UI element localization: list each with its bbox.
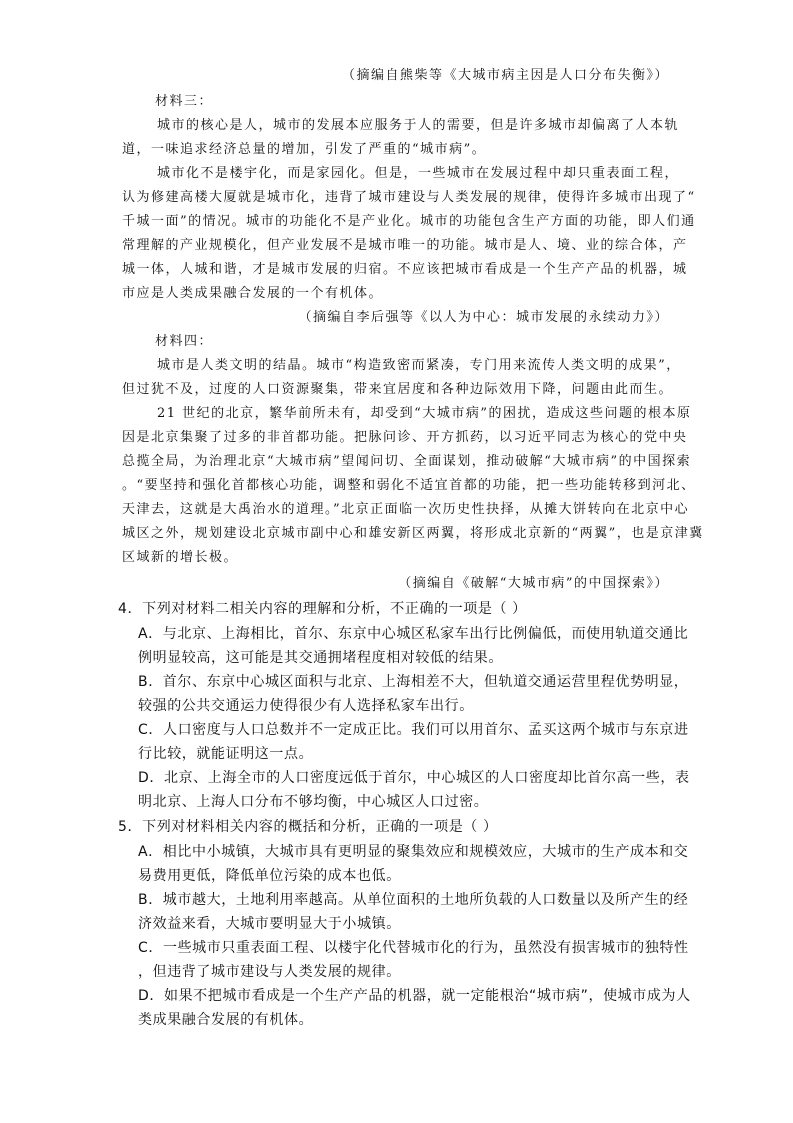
- material-4-text: 总揽全局，为治理北京“大城市病”望闻问切、全面谋划，推动破解“大城市病”的中国探索: [122, 454, 692, 469]
- question-4-stem: 4．下列对材料二相关内容的理解和分析，不正确的一项是（ ）: [118, 601, 527, 617]
- question-5-option-c: C．一些城市只重表面工程、以楼宇化代替城市化的行为，虽然没有损害城市的独特性: [138, 940, 689, 956]
- question-4-option-b: B．首尔、东京中心城区面积与北京、上海相差不大，但轨道交通运营里程优势明显，: [138, 674, 689, 690]
- material-4-text: 21 世纪的北京，繁华前所未有，却受到“大城市病”的困扰，造成这些问题的根本原: [157, 406, 692, 421]
- question-4-option-d: D．北京、上海全市的人口密度远低于首尔，中心城区的人口密度却比首尔高一些，表: [138, 770, 690, 786]
- material-4-text: 城区之外，规划建设北京城市副中心和雄安新区两翼，将形成北京新的“两翼”，也是京津冀: [122, 526, 704, 541]
- material-3-heading: 材料三：: [155, 94, 214, 109]
- material-3-text: 城市的核心是人，城市的发展本应服务于人的需要，但是许多城市却偏离了人本轨: [157, 118, 680, 133]
- material-3-text: 认为修建高楼大厦就是城市化，违背了城市建设与人类发展的规律，使得许多城市出现了“: [122, 190, 696, 205]
- question-4-option-b: 较强的公共交通运力使得很少有人选择私家车出行。: [138, 698, 474, 714]
- material-3-text: 千城一面”的情况。城市的功能化不是产业化。城市的功能包含生产方面的功能，即人们通: [122, 214, 696, 229]
- question-4-option-a: 例明显较高，这可能是其交通拥堵程度相对较低的结果。: [138, 650, 503, 666]
- material-3-text: 城一体，人城和谐，才是城市发展的归宿。不应该把城市看成是一个生产产品的机器，城: [122, 262, 688, 277]
- material-3-text: 市应是人类成果融合发展的一个有机体。: [122, 286, 384, 301]
- material-3-text: 道，一味追求经济总量的增加，引发了严重的“城市病”。: [122, 142, 487, 157]
- question-5-option-a: A．相比中小城镇，大城市具有更明显的聚集效应和规模效应，大城市的生产成本和交: [138, 844, 689, 860]
- question-5-option-b: 济效益来看，大城市要明显大于小城镇。: [138, 916, 401, 932]
- material-4-source: （摘编自《破解“大城市病”的中国探索》）: [398, 576, 669, 591]
- question-4-option-d: 明北京、上海人口分布不够均衡，中心城区人口过密。: [138, 794, 489, 810]
- material-3-text: 城市化不是楼宇化，而是家园化。但是，一些城市在发展过程中却只重表面工程，: [157, 166, 680, 181]
- question-5-option-b: B．城市越大，土地利用率越高。从单位面积的土地所负载的人口数量以及所产生的经: [138, 892, 689, 908]
- material-4-text: 。“要坚持和强化首都核心功能，调整和弱化不适宜首都的功能，把一些功能转移到河北、: [122, 478, 696, 493]
- material-4-text: 区域新的增长极。: [122, 550, 239, 565]
- question-5-option-d: D．如果不把城市看成是一个生产产品的机器，就一定能根治“城市病”，使城市成为人: [138, 988, 691, 1004]
- material-4-text: 天津去，这就是大禹治水的道理。”北京正面临一次历史性抉择，从摊大饼转向在北京中心: [122, 502, 690, 517]
- question-5-option-a: 易费用更低，降低单位污染的成本也低。: [138, 868, 401, 884]
- question-4-option-c: C．人口密度与人口总数并不一定成正比。我们可以用首尔、孟买这两个城市与东京进: [138, 722, 689, 738]
- question-4-option-a: A．与北京、上海相比，首尔、东京中心城区私家车出行比例偏低，而使用轨道交通比: [138, 626, 689, 642]
- question-5-option-c: ，但违背了城市建设与人类发展的规律。: [138, 964, 401, 980]
- material-3-source: （摘编自李后强等《以人为中心：城市发展的永续动力》）: [298, 310, 669, 325]
- material-4-text: 城市是人类文明的结晶。城市“构造致密而紧凑，专门用来流传人类文明的成果”，: [157, 358, 681, 373]
- material-4-text: 但过犹不及，过度的人口资源聚集，带来宜居度和各种边际效用下降，问题由此而生。: [122, 382, 674, 397]
- question-4-option-c: 行比较，就能证明这一点。: [138, 746, 314, 762]
- material-2-source: （摘编自熊柴等《大城市病主因是人口分布失衡》）: [341, 68, 669, 83]
- material-4-heading: 材料四：: [155, 334, 214, 349]
- material-3-text: 常理解的产业规模化，但产业发展不是城市唯一的功能。城市是人、境、业的综合体，产: [122, 238, 688, 253]
- question-5-stem: 5．下列对材料相关内容的概括和分析，正确的一项是（ ）: [118, 819, 498, 835]
- question-5-option-d: 类成果融合发展的有机体。: [138, 1012, 314, 1028]
- material-4-text: 因是北京集聚了过多的非首都功能。把脉问诊、开方抓药，以习近平同志为核心的党中央: [122, 430, 688, 445]
